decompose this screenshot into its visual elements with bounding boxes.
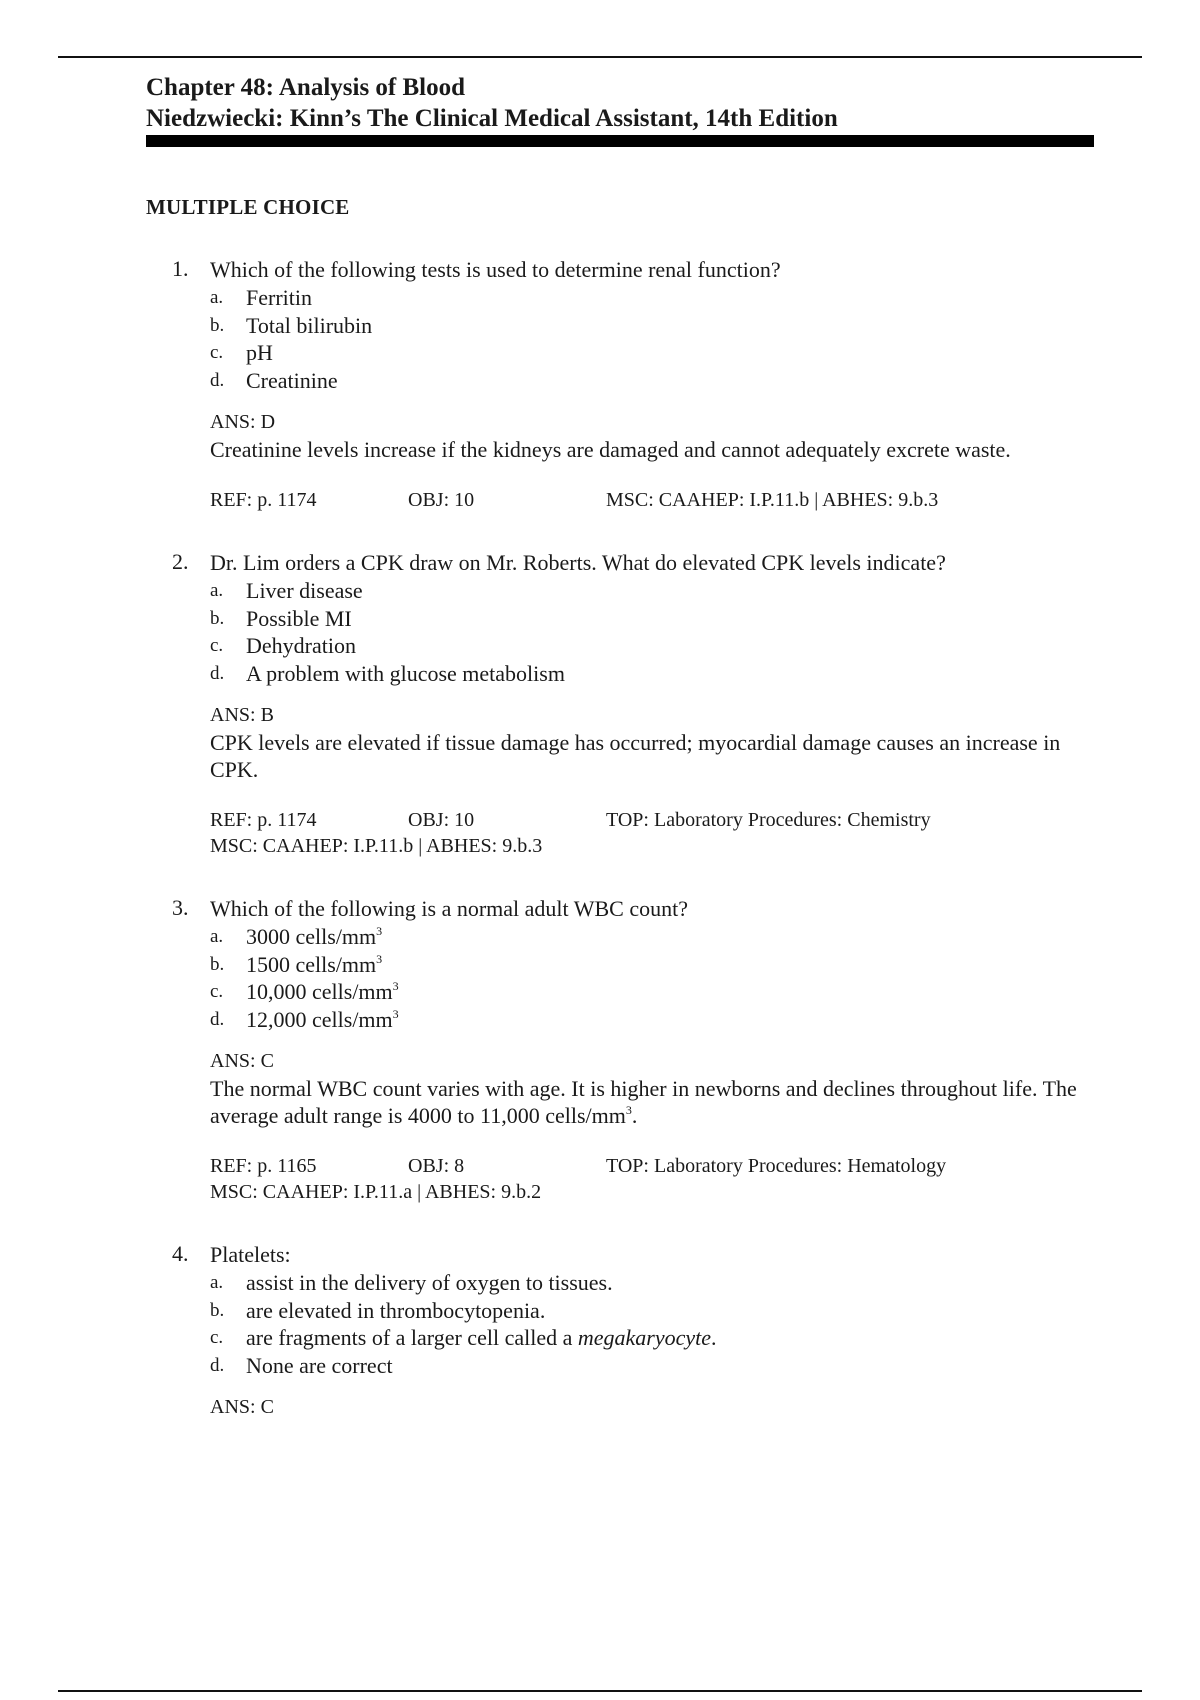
choice-letter: b.	[210, 314, 225, 336]
book-title: Niedzwiecki: Kinn’s The Clinical Medical Assistant, 14th Edition	[146, 105, 838, 132]
question-1	[146, 256, 1096, 513]
choice-d	[210, 367, 1096, 395]
choice-letter: a.	[210, 287, 224, 308]
msc-standards: MSC: CAAHEP: I.P.11.a | ABHES: 9.b.2	[210, 1181, 542, 1203]
choice-a	[210, 577, 1096, 605]
choice-list	[210, 1269, 1096, 1379]
choice-letter: a.	[210, 926, 224, 947]
question-stem: Which of the following tests is used to determine renal function?	[210, 257, 781, 282]
question-metadata	[210, 1153, 1096, 1205]
question-2	[146, 549, 1096, 859]
choice-letter: c.	[210, 981, 224, 1002]
choice-text: pH	[246, 340, 273, 365]
question-number: 4.	[172, 1241, 189, 1266]
choice-list	[210, 284, 1096, 394]
answer-key: ANS: C	[210, 1050, 274, 1072]
choice-list	[210, 577, 1096, 687]
choice-text: Dehydration	[246, 633, 356, 658]
choice-letter: c.	[210, 635, 224, 656]
question-metadata	[210, 807, 1096, 859]
choice-text: Possible MI	[246, 605, 352, 631]
question-number: 1.	[172, 256, 189, 281]
choice-c	[210, 632, 1096, 660]
choice-text: Liver disease	[246, 578, 363, 603]
superscript: 3	[376, 924, 383, 938]
choice-text: 1500 cells/$mm^3$	[246, 951, 383, 977]
choice-letter: d.	[210, 369, 225, 391]
choice-d	[210, 660, 1096, 688]
topic: TOP: Laboratory Procedures: Chemistry	[606, 809, 931, 831]
choice-a	[210, 923, 1096, 951]
question-stem: Dr. Lim orders a CPK draw on Mr. Roberts. What do elevated CPK levels indicate?	[210, 550, 946, 575]
answer-block	[210, 1047, 1096, 1129]
answer-key: ANS: C	[210, 1396, 274, 1418]
superscript: 3	[392, 1006, 399, 1021]
top-rule	[58, 56, 1142, 58]
choice-letter: b.	[210, 607, 225, 629]
answer-block	[210, 408, 1096, 463]
question-number: 3.	[172, 895, 189, 920]
choice-letter: b.	[210, 953, 225, 975]
question-4	[146, 1241, 1096, 1421]
chapter-title: Chapter 48: Analysis of Blood	[146, 74, 466, 101]
msc-standards: MSC: CAAHEP: I.P.11.b | ABHES: 9.b.3	[210, 835, 543, 857]
italic-term: megakaryocyte	[577, 1325, 712, 1350]
choice-letter: c.	[210, 1327, 224, 1348]
choice-letter: d.	[210, 662, 225, 684]
choice-list	[210, 923, 1096, 1033]
ref-page: REF: p. 1174	[210, 809, 317, 831]
choice-text: assist in the delivery of oxygen to tissues.	[246, 1270, 613, 1295]
choice-b	[210, 605, 1096, 633]
choice-letter: d.	[210, 1354, 225, 1376]
answer-rationale: The normal WBC count varies with age. It is higher in newborns and declines throughout life. The average adult range is 4000 to 11,000 cells/$mm^3$.	[210, 1076, 1077, 1128]
choice-c	[210, 978, 1096, 1006]
objective: OBJ: 8	[408, 1155, 465, 1177]
choice-letter: b.	[210, 1299, 225, 1321]
choice-text: 3000 cells/$mm^3$	[246, 924, 383, 949]
section-heading: MULTIPLE CHOICE	[146, 195, 350, 219]
choice-text: are fragments of a larger cell called a megakaryocyte.	[246, 1325, 717, 1350]
question-number: 2.	[172, 549, 189, 574]
choice-text: Ferritin	[246, 285, 312, 310]
document-content	[146, 72, 1096, 1421]
choice-c	[210, 1324, 1096, 1352]
choice-letter: a.	[210, 1272, 224, 1293]
choice-a	[210, 1269, 1096, 1297]
choice-text: A problem with glucose metabolism	[246, 660, 565, 686]
choice-text: None are correct	[246, 1352, 393, 1378]
answer-rationale: Creatinine levels increase if the kidneys are damaged and cannot adequately excrete waste.	[210, 437, 1011, 462]
choice-text: are elevated in thrombocytopenia.	[246, 1297, 546, 1323]
objective: OBJ: 10	[408, 489, 475, 511]
superscript: 3	[376, 951, 383, 966]
choice-text: 12,000 cells/$mm^3$	[246, 1006, 399, 1032]
objective: OBJ: 10	[408, 809, 475, 831]
title-underline-bar	[146, 135, 1094, 147]
choice-b	[210, 951, 1096, 979]
answer-key: ANS: D	[210, 411, 276, 433]
answer-rationale: CPK levels are elevated if tissue damage has occurred; myocardial damage causes an increase in CPK.	[210, 730, 1061, 782]
choice-d	[210, 1352, 1096, 1380]
question-stem: Which of the following is a normal adult WBC count?	[210, 896, 688, 921]
choice-text: Creatinine	[246, 367, 338, 393]
superscript: 3	[625, 1103, 632, 1117]
choice-text: 10,000 cells/$mm^3$	[246, 979, 399, 1004]
choice-letter: d.	[210, 1008, 225, 1030]
answer-block	[210, 1393, 1096, 1421]
choice-text: Total bilirubin	[246, 312, 373, 338]
bottom-rule	[58, 1690, 1142, 1692]
msc-standards: MSC: CAAHEP: I.P.11.b | ABHES: 9.b.3	[606, 489, 939, 511]
choice-b	[210, 1297, 1096, 1325]
question-3	[146, 895, 1096, 1205]
question-metadata	[210, 487, 1096, 513]
choice-a	[210, 284, 1096, 312]
choice-letter: c.	[210, 342, 224, 363]
question-stem: Platelets:	[210, 1242, 291, 1267]
answer-key: ANS: B	[210, 704, 274, 726]
ref-page: REF: p. 1165	[210, 1155, 317, 1177]
superscript: 3	[392, 979, 399, 993]
choice-letter: a.	[210, 580, 224, 601]
choice-c	[210, 339, 1096, 367]
answer-block	[210, 701, 1096, 783]
topic: TOP: Laboratory Procedures: Hematology	[606, 1155, 947, 1177]
choice-d	[210, 1006, 1096, 1034]
choice-b	[210, 312, 1096, 340]
ref-page: REF: p. 1174	[210, 489, 317, 511]
